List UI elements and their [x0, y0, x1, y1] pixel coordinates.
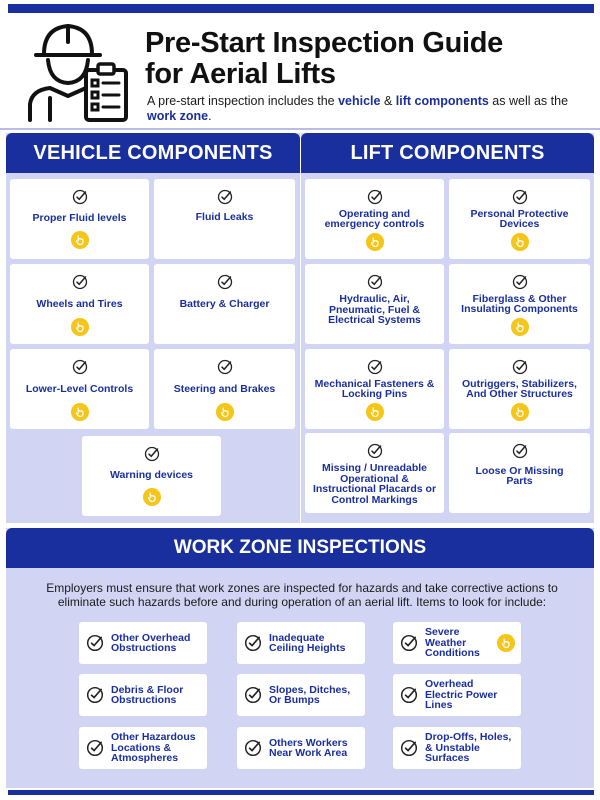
label-line: Other Overhead	[111, 631, 191, 644]
vehicle-card	[10, 264, 149, 344]
work-zone-item-label	[425, 679, 497, 711]
check-circle-icon	[512, 443, 528, 459]
check-circle-icon	[244, 686, 262, 704]
label-line: Severe	[425, 626, 460, 639]
check-circle-icon	[400, 634, 418, 652]
label-line: Ceiling Heights	[269, 642, 346, 654]
label-line: Wheels and Tires	[36, 297, 123, 310]
hand-pointer-badge-icon	[71, 318, 89, 336]
hand-pointer-badge-icon	[71, 231, 89, 249]
lift-card	[449, 179, 590, 259]
work-zone-description: Employers must ensure that work zones are inspected for hazards and take corrective actions to eliminate such hazards before and during operation of an aerial lift. Items to look for include:	[46, 581, 558, 609]
check-circle-icon	[72, 274, 88, 290]
hand-pointer-badge-icon	[71, 403, 89, 421]
work-zone-item-label	[111, 685, 183, 706]
worker-with-clipboard-icon	[22, 16, 132, 122]
label-line: Weather	[425, 636, 467, 649]
hand-pointer-badge-icon	[497, 634, 515, 652]
label-line: Operating and	[338, 207, 411, 220]
vehicle-card	[154, 349, 295, 429]
label-line: Lines	[425, 699, 453, 712]
vehicle-card	[10, 349, 149, 429]
label-line: Locations &	[111, 741, 172, 754]
subtitle-vehicle: vehicle	[338, 94, 381, 108]
check-circle-icon	[512, 359, 528, 375]
subtitle-lift: lift components	[395, 94, 489, 108]
hand-pointer-badge-icon	[216, 403, 234, 421]
work-zone-item-label	[269, 633, 345, 654]
subtitle-zone: work zone	[147, 109, 209, 123]
vehicle-card-label	[155, 290, 295, 318]
check-circle-icon	[367, 274, 383, 290]
lift-card-label	[450, 459, 590, 493]
subtitle-text: &	[380, 94, 396, 108]
label-line: & Unstable	[425, 741, 480, 754]
work-zone-item-label	[111, 633, 190, 654]
vehicle-card-label	[10, 290, 150, 318]
lift-card	[305, 264, 444, 344]
lift-card	[449, 264, 590, 344]
label-line: Mechanical Fasteners &	[314, 377, 435, 390]
check-circle-icon	[512, 274, 528, 290]
label-line: Other Hazardous	[111, 731, 196, 744]
lift-card-label	[305, 375, 445, 403]
vehicle-components-heading: VEHICLE COMPONENTS	[6, 133, 300, 173]
lift-card-label	[450, 205, 590, 233]
vehicle-card-label	[155, 375, 295, 403]
subtitle-text: A pre-start inspection includes the	[147, 94, 339, 108]
label-line: Overhead	[425, 678, 474, 691]
work-zone-item	[237, 622, 365, 664]
check-circle-icon	[400, 739, 418, 757]
hand-pointer-badge-icon	[366, 403, 384, 421]
check-circle-icon	[72, 189, 88, 205]
hand-pointer-badge-icon	[366, 233, 384, 251]
check-circle-icon	[244, 739, 262, 757]
label-line: Or Bumps	[269, 694, 320, 706]
label-line: Control Markings	[331, 493, 418, 506]
label-line: Missing / Unreadable	[321, 462, 428, 474]
label-line: Devices	[499, 218, 540, 230]
work-zone-item-label	[425, 627, 480, 659]
bottom-accent-bar	[8, 790, 594, 795]
label-line: Drop-Offs, Holes,	[425, 731, 512, 744]
work-zone-item-label	[111, 732, 196, 764]
work-zone-item-label	[425, 732, 511, 764]
label-line: Fluid Leaks	[195, 210, 254, 223]
work-zone-item	[79, 674, 207, 716]
vehicle-card-label	[10, 375, 150, 403]
subtitle-text: as well as the	[488, 94, 569, 108]
label-line: Operational &	[340, 472, 409, 485]
hand-pointer-badge-icon	[511, 318, 529, 336]
label-line: Insulating Components	[461, 303, 578, 315]
page-subtitle	[147, 94, 577, 124]
vehicle-card-label	[10, 205, 150, 231]
label-line: Others Workers	[269, 736, 348, 749]
label-line: Lower-Level Controls	[25, 382, 134, 395]
check-circle-icon	[217, 189, 233, 205]
lift-card	[305, 349, 444, 429]
page-title	[145, 28, 585, 90]
label-line: Inadequate	[269, 631, 325, 644]
lift-card-label	[450, 290, 590, 318]
label-line: Debris & Floor	[111, 683, 184, 696]
vehicle-card	[154, 179, 295, 259]
vehicle-card	[154, 264, 295, 344]
label-line: Electrical Systems	[328, 314, 421, 327]
work-zone-item	[79, 727, 207, 769]
label-line: Outriggers, Stabilizers,	[462, 377, 577, 390]
check-circle-icon	[217, 359, 233, 375]
vehicle-card	[82, 436, 221, 516]
work-zone-item	[237, 727, 365, 769]
work-zone-item	[79, 622, 207, 664]
check-circle-icon	[512, 189, 528, 205]
work-zone-item	[393, 622, 521, 664]
label-line: Electric Power	[425, 688, 498, 701]
label-line: emergency controls	[324, 218, 425, 230]
check-circle-icon	[86, 634, 104, 652]
work-zone-item	[393, 727, 521, 769]
label-line: Hydraulic, Air,	[339, 293, 410, 306]
label-line: Obstructions	[111, 642, 177, 654]
lift-card	[305, 179, 444, 259]
label-line: Battery & Charger	[179, 297, 270, 310]
check-circle-icon	[367, 359, 383, 375]
label-line: Loose Or Missing	[475, 464, 564, 477]
vehicle-card	[10, 179, 149, 259]
lift-card-label	[305, 290, 445, 330]
lift-card-label	[305, 205, 445, 233]
lift-components-heading: LIFT COMPONENTS	[301, 133, 594, 173]
subtitle-text: .	[208, 109, 212, 123]
label-line: Locking Pins	[341, 388, 408, 400]
lift-card	[449, 433, 590, 513]
work-zone-item	[393, 674, 521, 716]
check-circle-icon	[244, 634, 262, 652]
lift-card-label	[450, 375, 590, 403]
lift-card	[449, 349, 590, 429]
label-line: Parts	[506, 475, 533, 487]
label-line: Pneumatic, Fuel &	[328, 303, 421, 316]
label-line: Slopes, Ditches,	[269, 683, 351, 696]
vehicle-card-label	[155, 205, 295, 229]
work-zone-item-label	[269, 738, 348, 759]
label-line: Personal Protective	[470, 207, 569, 220]
work-zone-heading: WORK ZONE INSPECTIONS	[6, 528, 594, 568]
work-zone-item	[237, 674, 365, 716]
work-zone-item-label	[269, 685, 350, 706]
check-circle-icon	[367, 443, 383, 459]
check-circle-icon	[367, 189, 383, 205]
check-circle-icon	[144, 446, 160, 462]
vehicle-card-label	[82, 462, 222, 488]
check-circle-icon	[400, 686, 418, 704]
check-circle-icon	[86, 739, 104, 757]
lift-card-label	[305, 459, 445, 509]
label-line: Conditions	[425, 647, 480, 660]
title-line-2: for Aerial Lifts	[145, 58, 336, 90]
hand-pointer-badge-icon	[511, 233, 529, 251]
label-line: Fiberglass & Other	[472, 292, 567, 305]
header-divider	[0, 128, 600, 130]
label-line: Warning devices	[109, 468, 194, 481]
check-circle-icon	[72, 359, 88, 375]
title-line-1: Pre-Start Inspection Guide	[145, 27, 503, 59]
label-line: Steering and Brakes	[173, 382, 276, 395]
top-accent-bar	[8, 4, 594, 13]
check-circle-icon	[217, 274, 233, 290]
label-line: Obstructions	[111, 694, 177, 706]
label-line: And Other Structures	[466, 388, 573, 400]
check-circle-icon	[86, 686, 104, 704]
hand-pointer-badge-icon	[143, 488, 161, 506]
label-line: Proper Fluid levels	[32, 211, 127, 224]
hand-pointer-badge-icon	[511, 403, 529, 421]
label-line: Surfaces	[425, 752, 470, 765]
label-line: Instructional Placards or	[312, 483, 437, 495]
label-line: Atmospheres	[111, 752, 179, 765]
lift-card	[305, 433, 444, 513]
label-line: Near Work Area	[269, 747, 348, 759]
